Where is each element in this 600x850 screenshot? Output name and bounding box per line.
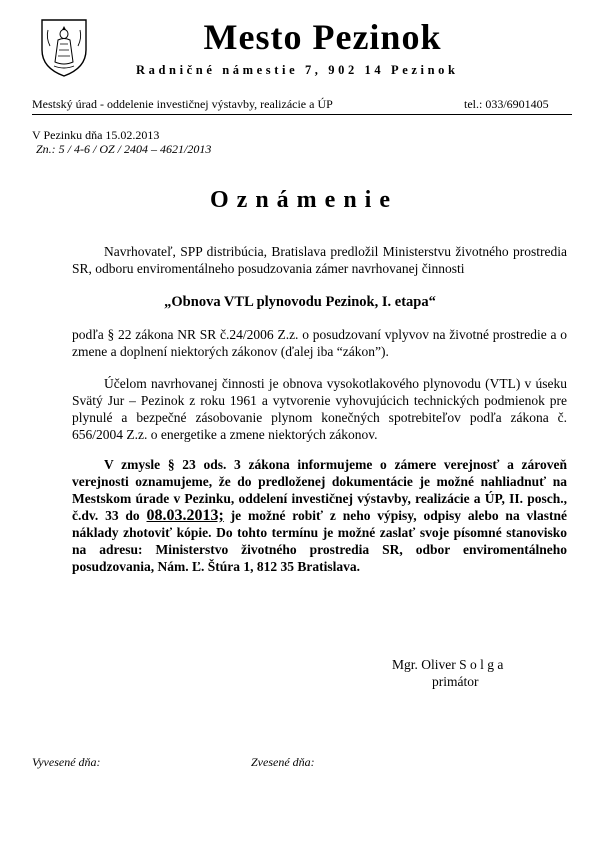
- removed-date-label: Zvesené dňa:: [251, 755, 315, 769]
- signatory-name: Mgr. Oliver S o l g a: [392, 657, 504, 672]
- paragraph-purpose-text: Účelom navrhovanej činnosti je obnova vysokotlakového plynovodu (VTL) v úseku Svätý Jur – Pezinok z roku 1961 a vytvorenie vyhovujúcich technických podmienok pre plynulé a bezpečné zásobovanie plynom konečných spotrebiteľov podľa zákona č. 656/2004 Z.z. o energetike a zmene niektorých zákonov.: [72, 376, 567, 442]
- paragraph-public-info-after: je možné robiť z neho výpisy, odpisy alebo na vlastné náklady zhotoviť kópie. Do tohto termínu je možné zaslať svoje písomné stanovisko na adresu: Ministerstvo životného prostredia SR, odbor enviromentálneho posudzovania, Nám. Ľ. Štúra 1, 812 35 Bratislava.: [72, 508, 568, 574]
- paragraph-purpose: [72, 375, 567, 443]
- paragraph-proposer-text: Navrhovateľ, SPP distribúcia, Bratislava predložil Ministerstvu životného prostredia SR, odboru enviromentálneho posudzovania zámer navrhovanej činnosti: [72, 244, 567, 276]
- document-date: V Pezinku dňa 15.02.2013: [32, 128, 160, 142]
- signatory-role: primátor: [432, 674, 479, 689]
- posted-date-label: Vyvesené dňa:: [32, 755, 101, 769]
- paragraph-proposer: [72, 243, 567, 277]
- header-divider: [32, 114, 572, 115]
- project-title: „Obnova VTL plynovodu Pezinok, I. etapa“: [164, 294, 436, 310]
- city-address: Radničné námestie 7, 902 14 Pezinok: [136, 63, 459, 77]
- paragraph-public-info-before: V zmysle § 23 ods. 3 zákona informujeme o zámere verejnosť a zároveň verejnosti oznamujeme, že do predloženej dokumentácie je možné nahliadnuť na Mestskom úrade v Pezinku, oddelení investičnej výstavby, realizácie a ÚP, II. posch., č.dv. 33 do: [72, 457, 567, 523]
- department-name: Mestský úrad - oddelenie investičnej výstavby, realizácie a ÚP: [32, 97, 333, 111]
- paragraph-legal-basis: podľa § 22 zákona NR SR č.24/2006 Z.z. o posudzovaní vplyvov na životné prostredie a o zmene a doplnení niektorých zákonov (ďalej iba “zákon”).: [72, 327, 567, 359]
- deadline-date: 08.03.2013;: [146, 507, 224, 524]
- phone-number: tel.: 033/6901405: [464, 97, 549, 111]
- notice-heading: Oznámenie: [210, 187, 398, 213]
- city-name: Mesto Pezinok: [203, 17, 442, 57]
- paragraph-public-info: [72, 456, 567, 575]
- reference-number: Zn.: 5 / 4-6 / OZ / 2404 – 4621/2013: [36, 142, 212, 156]
